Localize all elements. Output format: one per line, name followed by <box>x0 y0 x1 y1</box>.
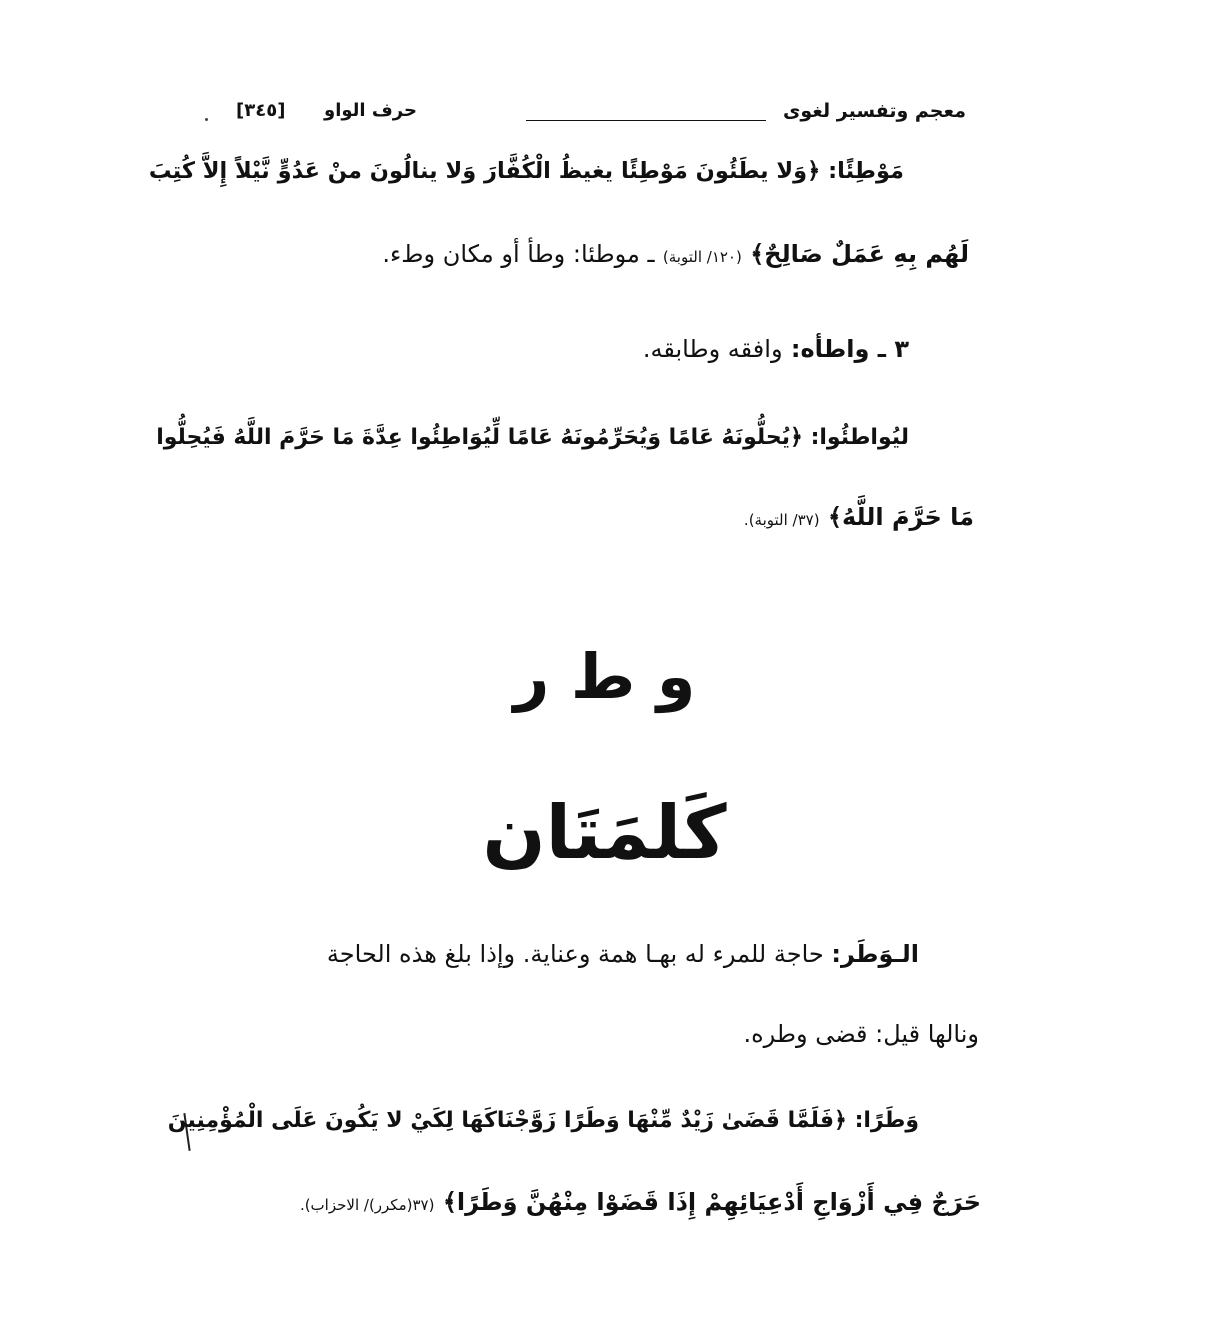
header-rule <box>526 120 766 121</box>
sense-gloss: وافقه وطابقه. <box>642 335 783 363</box>
word-count-heading: كَلمَتَان <box>482 790 727 876</box>
sense-3-line <box>643 335 909 364</box>
verse-reference: (١٢٠/ التوبة) <box>662 248 742 266</box>
quran-verse: لَهُم بِهِ عَمَلٌ صَالِحٌ﴾ <box>750 240 969 268</box>
entry-mawtian-line-2 <box>382 240 969 269</box>
quran-verse: ﴿فَلَمَّا قَضَىٰ زَيْدٌ مِّنْهَا وَطَرًا زَوَّجْنَاكَهَا لِكَيْ لا يَكُونَ عَلَى الْمُؤْمِنِينَ <box>167 1108 847 1133</box>
quran-verse: مَا حَرَّمَ اللَّهُ﴾ <box>827 503 974 531</box>
entry-lemma: ليُواطئُوا: <box>810 425 909 450</box>
root-heading: و ط ر <box>513 640 696 713</box>
page-header <box>236 100 966 134</box>
entry-lemma: مَوْطِئًا: <box>828 158 904 184</box>
section-name: حرف الواو <box>324 100 417 121</box>
quran-verse: ﴿يُحلُّونَهُ عَامًا وَيُحَرِّمُونَهُ عَامًا لِّيُوَاطِئُوا عِدَّةَ مَا حَرَّمَ اللَّهُ فَيُحِلُّوا <box>156 425 803 450</box>
entry-liyuwatiu-line-1 <box>156 425 909 451</box>
entry-watar-line-2 <box>300 1188 981 1217</box>
verse-reference: (٣٧(مكرر)/ الاحزاب). <box>299 1196 435 1214</box>
entry-liyuwatiu-line-2 <box>744 503 974 532</box>
quran-verse: ﴿وَلا يطَئُونَ مَوْطِئًا يغيظُ الْكُفَّارَ وَلا ينالُونَ منْ عَدُوٍّ نَّيْلاً إِلاَّ كُتِبَ <box>148 158 821 184</box>
entry-mawtian-line-1 <box>148 158 904 185</box>
verse-reference: (٣٧/ التوبة). <box>743 511 820 529</box>
definition-text: حاجة للمرء له بهـا همة وعناية. وإذا بلغ هذه الحاجة <box>326 940 824 968</box>
definition-lemma: الـوَطَر: <box>831 940 919 968</box>
quran-verse: حَرَجٌ فِي أَزْوَاجِ أَدْعِيَائِهِمْ إِذَا قَضَوْا مِنْهُنَّ وَطَرًا﴾ <box>442 1188 981 1216</box>
entry-lemma: وَطَرًا: <box>854 1108 919 1133</box>
sense-heading: ٣ ـ واطأه: <box>790 335 909 363</box>
entry-gloss: ـ موطئا: وطأ أو مكان وطء. <box>382 240 655 268</box>
book-title: معجم وتفسير لغوى <box>782 100 966 122</box>
entry-watar-line-1 <box>167 1108 919 1134</box>
scan-speck <box>205 118 208 121</box>
definition-text: ونالها قيل: قضى وطره. <box>743 1020 979 1048</box>
page-number: [٣٤٥] <box>236 100 286 121</box>
definition-line-1 <box>327 940 919 969</box>
definition-line-2 <box>743 1020 979 1049</box>
